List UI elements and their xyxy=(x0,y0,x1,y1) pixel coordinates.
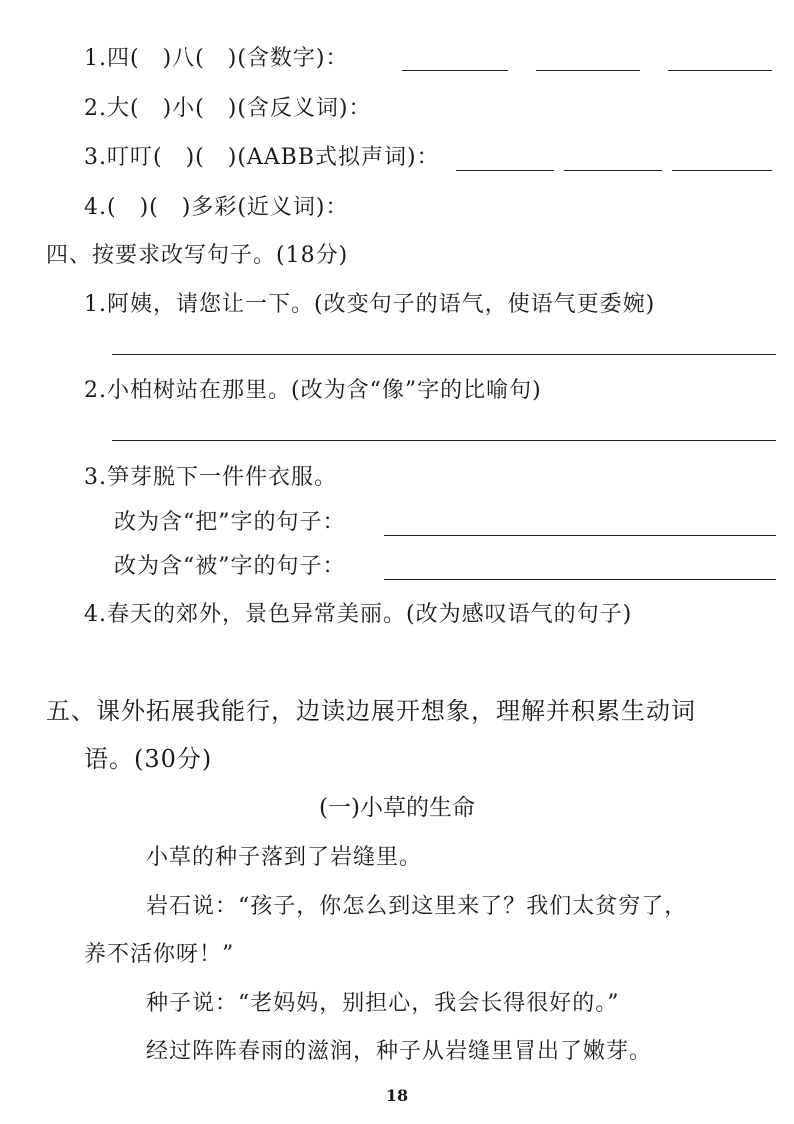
answer-line[interactable] xyxy=(384,535,776,536)
story-title: (一)小草的生命 xyxy=(319,795,475,821)
answer-blank[interactable] xyxy=(672,170,772,171)
page-number: 18 xyxy=(385,1086,409,1105)
story-paragraph: 经过阵阵春雨的滋润，种子从岩缝里冒出了嫩芽。 xyxy=(146,1039,653,1064)
question-4-3a: 改为含“把”字的句子： xyxy=(114,510,346,535)
answer-line[interactable] xyxy=(112,440,776,441)
item-3-2: 2.大( )小( )(含反义词)： xyxy=(84,96,372,121)
answer-blank[interactable] xyxy=(402,70,508,71)
answer-line[interactable] xyxy=(112,354,776,355)
story-paragraph-cont: 养不活你呀！” xyxy=(84,942,235,967)
question-4-3b: 改为含“被”字的句子： xyxy=(114,554,346,579)
item-3-1: 1.四( )八( )(含数字)： xyxy=(84,46,349,71)
section-5-heading-cont: 语。(30分) xyxy=(84,745,213,773)
answer-blank[interactable] xyxy=(564,170,662,171)
section-5-heading: 五、课外拓展我能行，边读边展开想象，理解并积累生动词 xyxy=(46,697,696,725)
question-4-2: 2.小柏树站在那里。(改为含“像”字的比喻句) xyxy=(84,378,542,403)
item-3-4: 4.( )( )多彩(近义词)： xyxy=(84,195,349,220)
question-4-1: 1.阿姨，请您让一下。(改变句子的语气，使语气更委婉) xyxy=(84,292,656,317)
answer-line[interactable] xyxy=(384,579,776,580)
question-4-4: 4.春天的郊外，景色异常美丽。(改为感叹语气的句子) xyxy=(84,602,633,627)
section-4-heading: 四、按要求改写句子。(18分) xyxy=(46,243,349,268)
question-4-3: 3.笋芽脱下一件件衣服。 xyxy=(84,465,337,490)
answer-blank[interactable] xyxy=(668,70,772,71)
story-paragraph: 小草的种子落到了岩缝里。 xyxy=(146,845,423,870)
answer-blank[interactable] xyxy=(456,170,554,171)
item-3-3: 3.叮叮( )( )(AABB式拟声词)： xyxy=(84,145,440,170)
answer-blank[interactable] xyxy=(536,70,640,71)
story-paragraph: 种子说：“老妈妈，别担心，我会长得很好的。” xyxy=(146,991,620,1016)
story-paragraph: 岩石说：“孩子，你怎么到这里来了？我们太贫穷了， xyxy=(146,894,688,919)
